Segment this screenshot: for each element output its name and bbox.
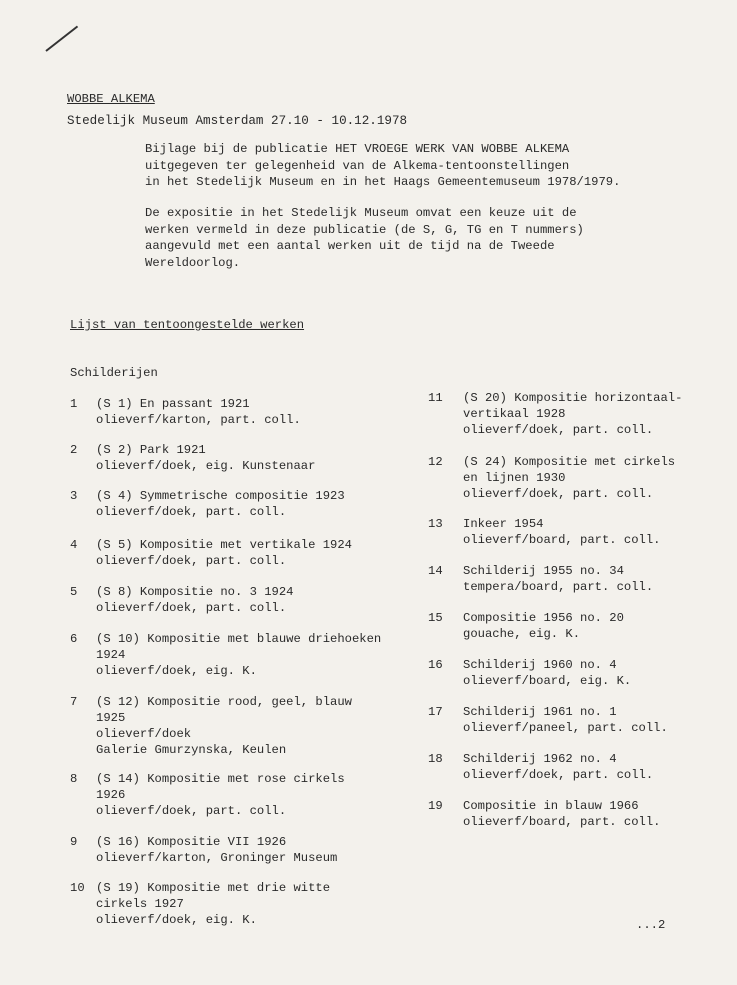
work-line: olieverf/doek, part. coll. (463, 423, 654, 437)
work-line: olieverf/doek, part. coll. (96, 505, 287, 519)
work-number: 11 (428, 391, 443, 405)
work-number: 15 (428, 611, 443, 625)
work-line: olieverf/board, part. coll. (463, 815, 661, 829)
work-line: Compositie in blauw 1966 (463, 799, 639, 813)
work-line: 1926 (96, 788, 126, 802)
intro-line: uitgegeven ter gelegenheid van de Alkema-tentoonstellingen (145, 158, 570, 173)
work-number: 16 (428, 658, 443, 672)
work-line: 1924 (96, 648, 126, 662)
work-number: 14 (428, 564, 443, 578)
work-number: 7 (70, 695, 78, 709)
work-number: 4 (70, 538, 78, 552)
intro-paragraph-1 (145, 141, 620, 191)
intro-line: Bijlage bij de publicatie HET VROEGE WERK VAN WOBBE ALKEMA (145, 142, 570, 156)
work-number: 19 (428, 799, 443, 813)
venue-line: Stedelijk Museum Amsterdam 27.10 - 10.12.1978 (67, 114, 408, 128)
work-line: (S 12) Kompositie rood, geel, blauw (96, 695, 352, 709)
work-number: 12 (428, 455, 443, 469)
work-line: olieverf/doek, eig. Kunstenaar (96, 459, 316, 473)
work-line: olieverf/karton, Groninger Museum (96, 851, 338, 865)
work-line: Compositie 1956 no. 20 (463, 611, 624, 625)
work-line: en lijnen 1930 (463, 471, 566, 485)
work-number: 13 (428, 517, 443, 531)
work-line: olieverf/doek, eig. K. (96, 664, 257, 678)
intro-line: aangevuld met een aantal werken uit de tijd na de Tweede (145, 239, 555, 253)
work-line: olieverf/doek, part. coll. (96, 804, 287, 818)
work-line: olieverf/board, eig. K. (463, 674, 632, 688)
work-line: tempera/board, part. coll. (463, 580, 654, 594)
intro-line: werken vermeld in deze publicatie (de S, G, TG en T nummers) (145, 222, 584, 237)
work-line: (S 19) Kompositie met drie witte (96, 881, 331, 895)
work-line: olieverf/paneel, part. coll. (463, 721, 668, 735)
work-line: Schilderij 1962 no. 4 (463, 752, 617, 766)
work-line: Inkeer 1954 (463, 517, 544, 531)
work-line: vertikaal 1928 (463, 407, 566, 421)
work-line: gouache, eig. K. (463, 627, 581, 641)
work-line: olieverf/doek, part. coll. (96, 601, 287, 615)
work-line: (S 16) Kompositie VII 1926 (96, 835, 287, 849)
work-number: 9 (70, 835, 78, 849)
work-line: (S 1) En passant 1921 (96, 397, 250, 411)
intro-line: in het Stedelijk Museum en in het Haags Gemeentemuseum 1978/1979. (145, 175, 621, 189)
work-line: (S 10) Kompositie met blauwe driehoeken (96, 632, 382, 646)
pen-mark (45, 26, 78, 52)
work-line: olieverf/board, part. coll. (463, 533, 661, 547)
work-number: 8 (70, 772, 78, 786)
work-line: Galerie Gmurzynska, Keulen (96, 743, 287, 757)
work-line: Schilderij 1960 no. 4 (463, 658, 617, 672)
work-line: (S 5) Kompositie met vertikale 1924 (96, 538, 352, 552)
work-number: 1 (70, 397, 78, 411)
intro-line: De expositie in het Stedelijk Museum omvat een keuze uit de (145, 206, 577, 220)
artist-heading: WOBBE ALKEMA (67, 92, 155, 106)
work-number: 18 (428, 752, 443, 766)
work-number: 17 (428, 705, 443, 719)
work-line: cirkels 1927 (96, 897, 184, 911)
work-line: olieverf/doek, eig. K. (96, 913, 257, 927)
intro-paragraph-2 (145, 205, 584, 271)
work-line: olieverf/doek, part. coll. (463, 487, 654, 501)
work-line: (S 4) Symmetrische compositie 1923 (96, 489, 345, 503)
work-line: olieverf/karton, part. coll. (96, 413, 301, 427)
work-line: (S 14) Kompositie met rose cirkels (96, 772, 345, 786)
work-line: (S 2) Park 1921 (96, 443, 206, 457)
work-line: (S 20) Kompositie horizontaal- (463, 391, 683, 405)
work-line: Schilderij 1955 no. 34 (463, 564, 624, 578)
intro-line: Wereldoorlog. (145, 255, 241, 270)
work-number: 5 (70, 585, 78, 599)
page-marker: ...2 (636, 918, 666, 932)
work-line: olieverf/doek, part. coll. (96, 554, 287, 568)
section-heading: Schilderijen (70, 366, 158, 380)
work-number: 10 (70, 881, 85, 895)
work-number: 3 (70, 489, 78, 503)
work-line: (S 8) Kompositie no. 3 1924 (96, 585, 294, 599)
work-line: olieverf/doek, part. coll. (463, 768, 654, 782)
work-line: (S 24) Kompositie met cirkels (463, 455, 676, 469)
work-number: 2 (70, 443, 78, 457)
work-line: Schilderij 1961 no. 1 (463, 705, 617, 719)
work-line: olieverf/doek (96, 727, 192, 741)
work-number: 6 (70, 632, 78, 646)
work-line: 1925 (96, 711, 126, 725)
list-title: Lijst van tentoongestelde werken (70, 318, 305, 332)
